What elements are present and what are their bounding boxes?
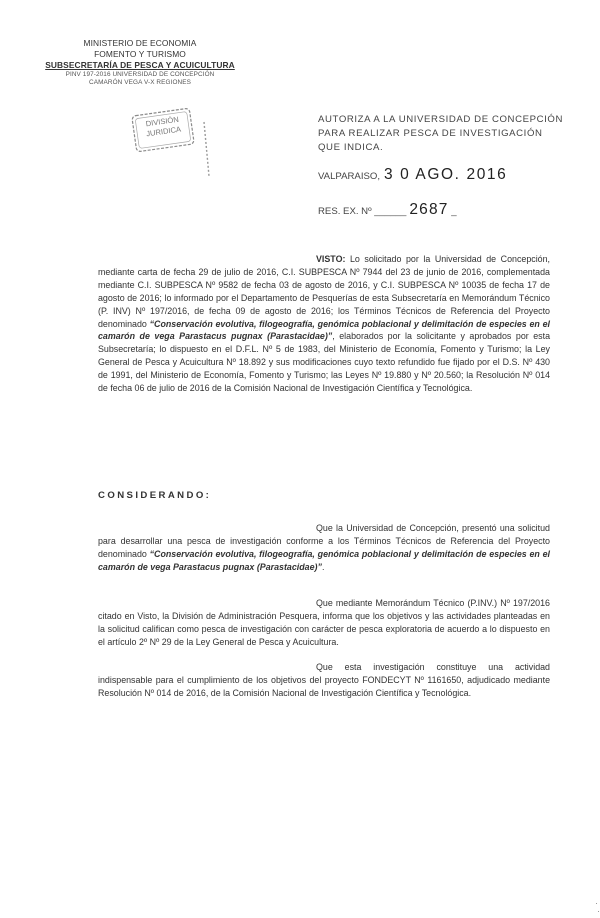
visto-paragraph bbox=[98, 253, 550, 395]
considerando-paragraph-3: Que esta investigación constituye una actividad indispensable para el cumplimiento de los objetivos del proyecto FONDECYT Nº 1161650, adjudicado mediante Resolución Nº 014 de 2016, de la Comisión Nacional de Investigación Científica y Tecnológica. bbox=[98, 662, 550, 698]
considerando-paragraph-1 bbox=[98, 522, 550, 574]
resolution-subject: AUTORIZA A LA UNIVERSIDAD DE CONCEPCIÓN PARA REALIZAR PESCA DE INVESTIGACIÓN QUE INDICA. bbox=[318, 114, 563, 153]
scan-speck bbox=[598, 911, 599, 912]
resolution-date: 3 0 AGO. 2016 bbox=[384, 166, 508, 183]
visto-text-1: Lo solicitado por la Universidad de Concepción, mediante carta de fecha 29 de julio de 2016, C.I. SUBPESCA Nº 7944 del 23 de junio de 2016, complementada mediante C.I. SUBPESCA Nº 9582 de fecha 03 de agosto de 2016, y C.I. SUBPESCA Nº 10035 de fecha 17 de agosto de 2016; lo informado por el Departamento de Pesquerías de esta Subsecretaría en Memorándum Técnico (P. INV) Nº 197/2016, de fecha 09 de agosto de 2016; los Términos Técnicos de Referencia del Proyecto denominado bbox=[98, 254, 550, 329]
ministry-name: MINISTERIO DE ECONOMIA bbox=[83, 38, 197, 48]
resolution-number: RES. EX. Nº ______ 2687 _ bbox=[318, 201, 457, 218]
undersecretary-name: SUBSECRETARÍA DE PESCA Y ACUICULTURA bbox=[45, 60, 235, 70]
reference-line-2: CAMARÓN VEGA V-X REGIONES bbox=[89, 79, 191, 86]
place-date bbox=[318, 166, 507, 184]
margin-mark bbox=[200, 120, 214, 178]
place-label: VALPARAISO, bbox=[318, 171, 381, 182]
stamp-line-2: JURIDICA bbox=[145, 124, 182, 139]
res-number: 2687 bbox=[409, 201, 449, 218]
reference-line-1: PINV 197-2016 UNIVERSIDAD DE CONCEPCIÓN bbox=[65, 71, 215, 78]
letterhead bbox=[40, 38, 240, 87]
p1-text-1: Que la Universidad de Concepción, presentó una solicitud para desarrollar una pesca de investigación conforme a los Términos Técnicos de Referencia del Proyecto denominado bbox=[98, 523, 550, 559]
stamp-line-1: DIVISIÓN bbox=[145, 114, 180, 129]
considerando-paragraph-2: Que mediante Memorándum Técnico (P.INV.) Nº 197/2016 citado en Visto, la División de Administración Pesquera, informa que los objetivos y las actividades planteadas en la solicitud califican como pesca de investigación con carácter de pesca exploratoria de acuerdo a lo dispuesto en el artículo 2º Nº 29 de la Ley General de Pesca y Acuicultura. bbox=[98, 598, 550, 647]
visto-label: VISTO: bbox=[316, 254, 346, 264]
considerando-heading: CONSIDERANDO: bbox=[98, 490, 212, 501]
res-label: RES. EX. Nº bbox=[318, 206, 372, 217]
ministry-name-2: FOMENTO Y TURISMO bbox=[94, 49, 186, 59]
scan-speck bbox=[596, 903, 597, 904]
p1-text-2: . bbox=[321, 561, 325, 572]
visto-project-title: “Conservación evolutiva, filogeografía, genómica poblacional y delimitación de especies en el camarón de vega Parastacus pugnax (Parastacidae)” bbox=[98, 318, 550, 342]
visto-text-2: , elaborados por la solicitante y aprobados por esta Subsecretaría; lo dispuesto en el D.F.L. Nº 5 de 1983, del Ministerio de Economía, Fomento y Turismo; la Ley General de Pesca y Acuicultura Nº 18.892 y sus modificaciones cuyo texto refundido fue fijado por el D.S. Nº 430 de 1991, del Ministerio de Economía, Fomento y Turismo; las Leyes Nº 19.880 y Nº 20.560; la Resolución Nº 014 de fecha 06 de julio de 2016 de la Comisión Nacional de Investigación Científica y Tecnológica. bbox=[98, 331, 551, 394]
p1-project-title: “Conservación evolutiva, filogeografía, genómica poblacional y delimitación de especies en el camarón de vega Parastacus pugnax (Parastacidae)” bbox=[98, 548, 550, 572]
division-stamp bbox=[128, 104, 198, 156]
margin-mark-icon bbox=[200, 120, 214, 178]
